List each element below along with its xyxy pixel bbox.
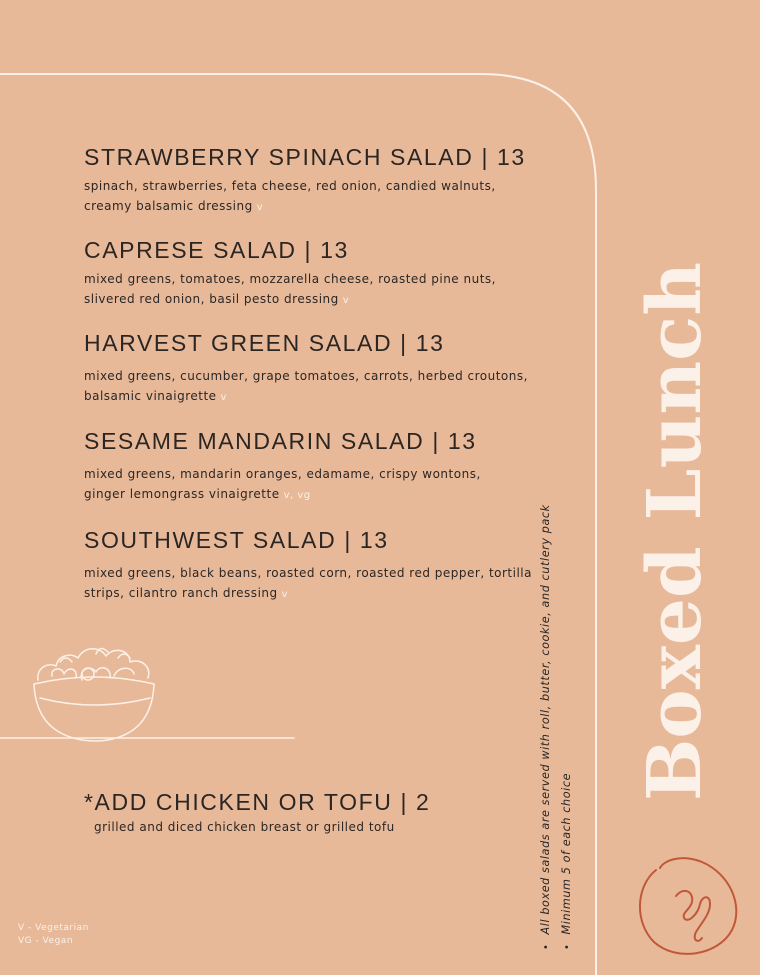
item-title: SOUTHWEST SALAD | 13 bbox=[84, 527, 389, 553]
page-heading: Boxed Lunch bbox=[632, 262, 718, 802]
diet-tag: v, vg bbox=[283, 489, 311, 501]
addon-description: grilled and diced chicken breast or grilled tofu bbox=[94, 820, 395, 834]
swirl-logo-icon bbox=[632, 852, 742, 962]
menu-item-sesame-mandarin bbox=[84, 428, 534, 505]
diet-tag: v bbox=[342, 294, 350, 306]
diet-legend bbox=[18, 922, 89, 948]
menu-item-harvest-green bbox=[84, 330, 534, 407]
addon-item bbox=[84, 789, 534, 838]
item-description: mixed greens, mandarin oranges, edamame, crispy wontons, ginger lemongrass vinaigrette v, vg bbox=[84, 467, 481, 501]
item-title: STRAWBERRY SPINACH SALAD | 13 bbox=[84, 144, 526, 170]
item-description: mixed greens, cucumber, grape tomatoes, carrots, herbed croutons, balsamic vinaigrette v bbox=[84, 369, 528, 403]
diet-tag: v bbox=[281, 588, 289, 600]
diet-tag: v bbox=[220, 391, 227, 403]
page-heading-rotated bbox=[630, 262, 720, 842]
salad-bowl-icon bbox=[0, 636, 300, 746]
diet-tag: v bbox=[256, 201, 264, 213]
addon-title: *ADD CHICKEN OR TOFU | 2 bbox=[84, 789, 431, 815]
item-description: mixed greens, black beans, roasted corn, roasted red pepper, tortilla strips, cilantro ranch dressing v bbox=[84, 566, 532, 600]
item-description: spinach, strawberries, feta cheese, red onion, candied walnuts, creamy balsamic dressing v bbox=[84, 179, 496, 213]
note-served-with: • All boxed salads are served with roll, butter, cookie, and cutlery pack bbox=[536, 472, 557, 950]
item-title: SESAME MANDARIN SALAD | 13 bbox=[84, 428, 477, 454]
item-title: HARVEST GREEN SALAD | 13 bbox=[84, 330, 445, 356]
menu-item-strawberry-spinach bbox=[84, 144, 534, 217]
note-minimum: • Minimum 5 of each choice bbox=[557, 472, 578, 950]
legend-vegetarian: V - Vegetarian bbox=[18, 923, 89, 933]
menu-item-caprese bbox=[84, 237, 534, 310]
notes-list bbox=[536, 472, 578, 950]
notes-rotated bbox=[536, 472, 582, 950]
item-description: mixed greens, tomatoes, mozzarella cheese, roasted pine nuts, slivered red onion, basil pesto dressing v bbox=[84, 272, 496, 306]
menu-item-southwest bbox=[84, 527, 534, 604]
item-title: CAPRESE SALAD | 13 bbox=[84, 237, 349, 263]
legend-vegan: VG - Vegan bbox=[18, 936, 74, 946]
